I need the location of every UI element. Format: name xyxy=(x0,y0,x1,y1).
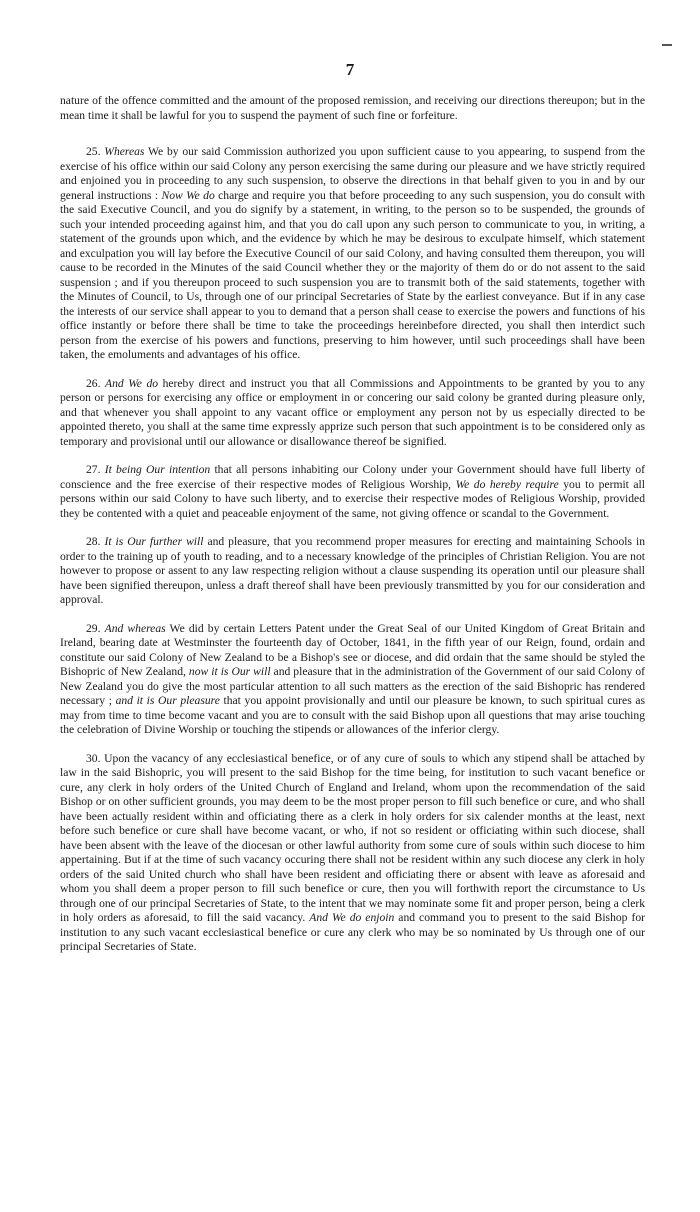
paragraph-27 xyxy=(60,463,645,521)
paragraph-26 xyxy=(60,377,645,450)
text-run: We did by certain Letters Patent under the Great Seal of our United Kingdom of Great Britain and Ireland, bearing date at Westminster the fourteenth day of October, 1841, in the fifth year of our Reign, found, ordain and constitute our said Colony of New Zealand to be a Bishop's see or diocese, and did ordain that the same should be styled the Bishopric of New Zealand, xyxy=(60,621,645,678)
italic-phrase: Now We do xyxy=(161,188,215,202)
italic-phrase: We do hereby require xyxy=(455,477,559,491)
text-run: 30. Upon the vacancy of any ecclesiastical benefice, or of any cure of souls to which any stipend shall be attached by law in the said Bishopric, you will present to the said Bishop for the time being, for institution to such vacant benefice or cure, any clerk in holy orders of the United Church of England and Ireland, whom upon the recommendation of the said Bishop or on other sufficient grounds, you may deem to be the most proper person to fill such benefice or cure, and who shall have been actually resident within and officiating there as a clerk in holy orders for six calender months at the least, next before such benefice or cure shall have become vacant, or who, if not so resident or officiating within such diocese, shall have been absent with the leave of the diocesan or other lawful authority from some cure of souls within such diocese to him appertaining. But if at the time of such vacancy occuring there shall not be resident within any such diocese any clerk in holy orders of the said United church who shall have been resident and officiating there or absent with leave as aforesaid and whom you shall deem a proper person to fill such benefice or cure, then you will forthwith report the circumstance to Us through one of our principal Secretaries of State, to the intent that we may nominate some fit and proper person, being a clerk in holy orders as aforesaid, to fill the said vacancy. xyxy=(60,751,645,924)
text-run: nature of the offence committed and the amount of the proposed remission, and receiving our directions thereupon; but in the mean time it shall be lawful for you to suspend the payment of such fine or forfeiture. xyxy=(60,94,645,122)
italic-phrase: It being Our intention xyxy=(104,463,211,476)
text-run: that you appoint provisionally and until our pleasure be known, to such spiritual cures as may from time to time become vacant and you are to consult with the said Bishop upon all questions that may arise touching the celebration of Divine Worship or touching the stipends or allowances of the inferior clergy. xyxy=(60,694,645,736)
page-number: 7 xyxy=(345,60,355,79)
paragraph-25 xyxy=(60,145,645,363)
text-run: 27. xyxy=(86,463,105,476)
italic-phrase: Whereas xyxy=(104,145,145,158)
italic-phrase: And whereas xyxy=(104,621,166,635)
text-run: and pleasure that in the administration of the Government of our said Colony of New Zealand you do give the most particular attention to all such matters as the erection of the said Bishopric has rendered necessary ; xyxy=(60,665,645,707)
italic-phrase: And We do enjoin xyxy=(309,911,395,924)
italic-phrase: now it is Our will xyxy=(188,665,271,678)
paragraph-30 xyxy=(60,752,645,955)
italic-phrase: It is Our further will xyxy=(104,535,204,548)
text-run: charge and require you that before proceeding to any such suspension, you do consult with the said Executive Council, and you do signify by a statement, in writing, to the person so to be suspended, the grounds of such your intended proceeding against him, and that you do call upon any such person to communicate to you, in writing, a statement of the grounds upon which, and the evidence by which he may be desirous to exculpate himself, which statement and exculpation you will lay before the Executive Council of our said Colony, and having consulted them thereupon, you will cause to be recorded in the Minutes of the said Council whether they or the majority of them do or do not assent to the said suspension ; and if you thereupon proceed to such suspension you are to transmit both of the said statements, together with the Minutes of Council, to Us, through one of our principal Secretaries of State by the earliest conveyance. But if in any case the interests of our service shall appear to you to demand that a person shall cease to exercise the powers and functions of his office instantly or before there shall be time to take the proceedings hereinbefore directed, you shall then interdict such person from the exercise of his powers and functions, preserving to him however, until such proceedings shall have been taken, the emoluments and advantages of his office. xyxy=(60,188,645,361)
text-run: We by our said Commission authorized you upon sufficient cause to you appearing, to suspend from the exercise of his office within our said Colony any person exercising the same during our pleasure and we have strictly required and enjoined you in proceeding to any such suspension, to observe the directions in that behalf given to you in and by our general instructions : xyxy=(60,145,645,202)
text-run: 26. xyxy=(86,376,106,390)
italic-phrase: And We do xyxy=(105,376,159,390)
italic-phrase: and it is Our pleasure xyxy=(115,694,220,707)
paragraph-continuation xyxy=(60,94,645,123)
text-run: and command you to present to the said Bishop for institution to any such vacant ecclesiastical benefice or cure any clerk who may be so nominated by Us through one of our principal Secretaries of State. xyxy=(60,911,645,953)
text-run: 28. xyxy=(86,535,105,548)
text-run: that all persons inhabiting our Colony under your Government should have full liberty of conscience and the free exercise of their respective modes of Religious Worship, xyxy=(60,463,646,491)
text-run: 25. xyxy=(86,145,105,158)
text-run: 29. xyxy=(86,621,105,635)
paragraph-29 xyxy=(60,622,645,738)
text-run: you to permit all persons within our said Colony to have such liberty, and to exercise their respective modes of Religious Worship, provided they be contented with a quiet and peaceable enjoyment of the same, not giving offence or scandal to the Government. xyxy=(60,477,645,520)
text-run: and pleasure, that you recommend proper measures for erecting and maintaining Schools in order to the training up of youth to reading, and to a necessary knowledge of the principles of Christian Religion. You are not however to propose or assent to any law respecting religion without a clause suspending its operation until our pleasure shall have been signified thereupon, unless a draft thereof shall have been previously transmitted by you for our consideration and approval. xyxy=(60,535,645,606)
page-corner-mark xyxy=(662,44,672,46)
text-run: hereby direct and instruct you that all Commissions and Appointments to be granted by you to any person or persons for exercising any office or employment in or concering our said colony be granted during pleasure only, and that whenever you shall appoint to any vacant office or employment any person not by us especially directed to be appointed thereto, you shall at the same time expressly apprize such person that such appointment is to be considered only as temporary and provisional until our allowance or disallowance thereof be signified. xyxy=(60,376,646,448)
paragraph-28 xyxy=(60,535,645,608)
body-text xyxy=(60,94,645,969)
